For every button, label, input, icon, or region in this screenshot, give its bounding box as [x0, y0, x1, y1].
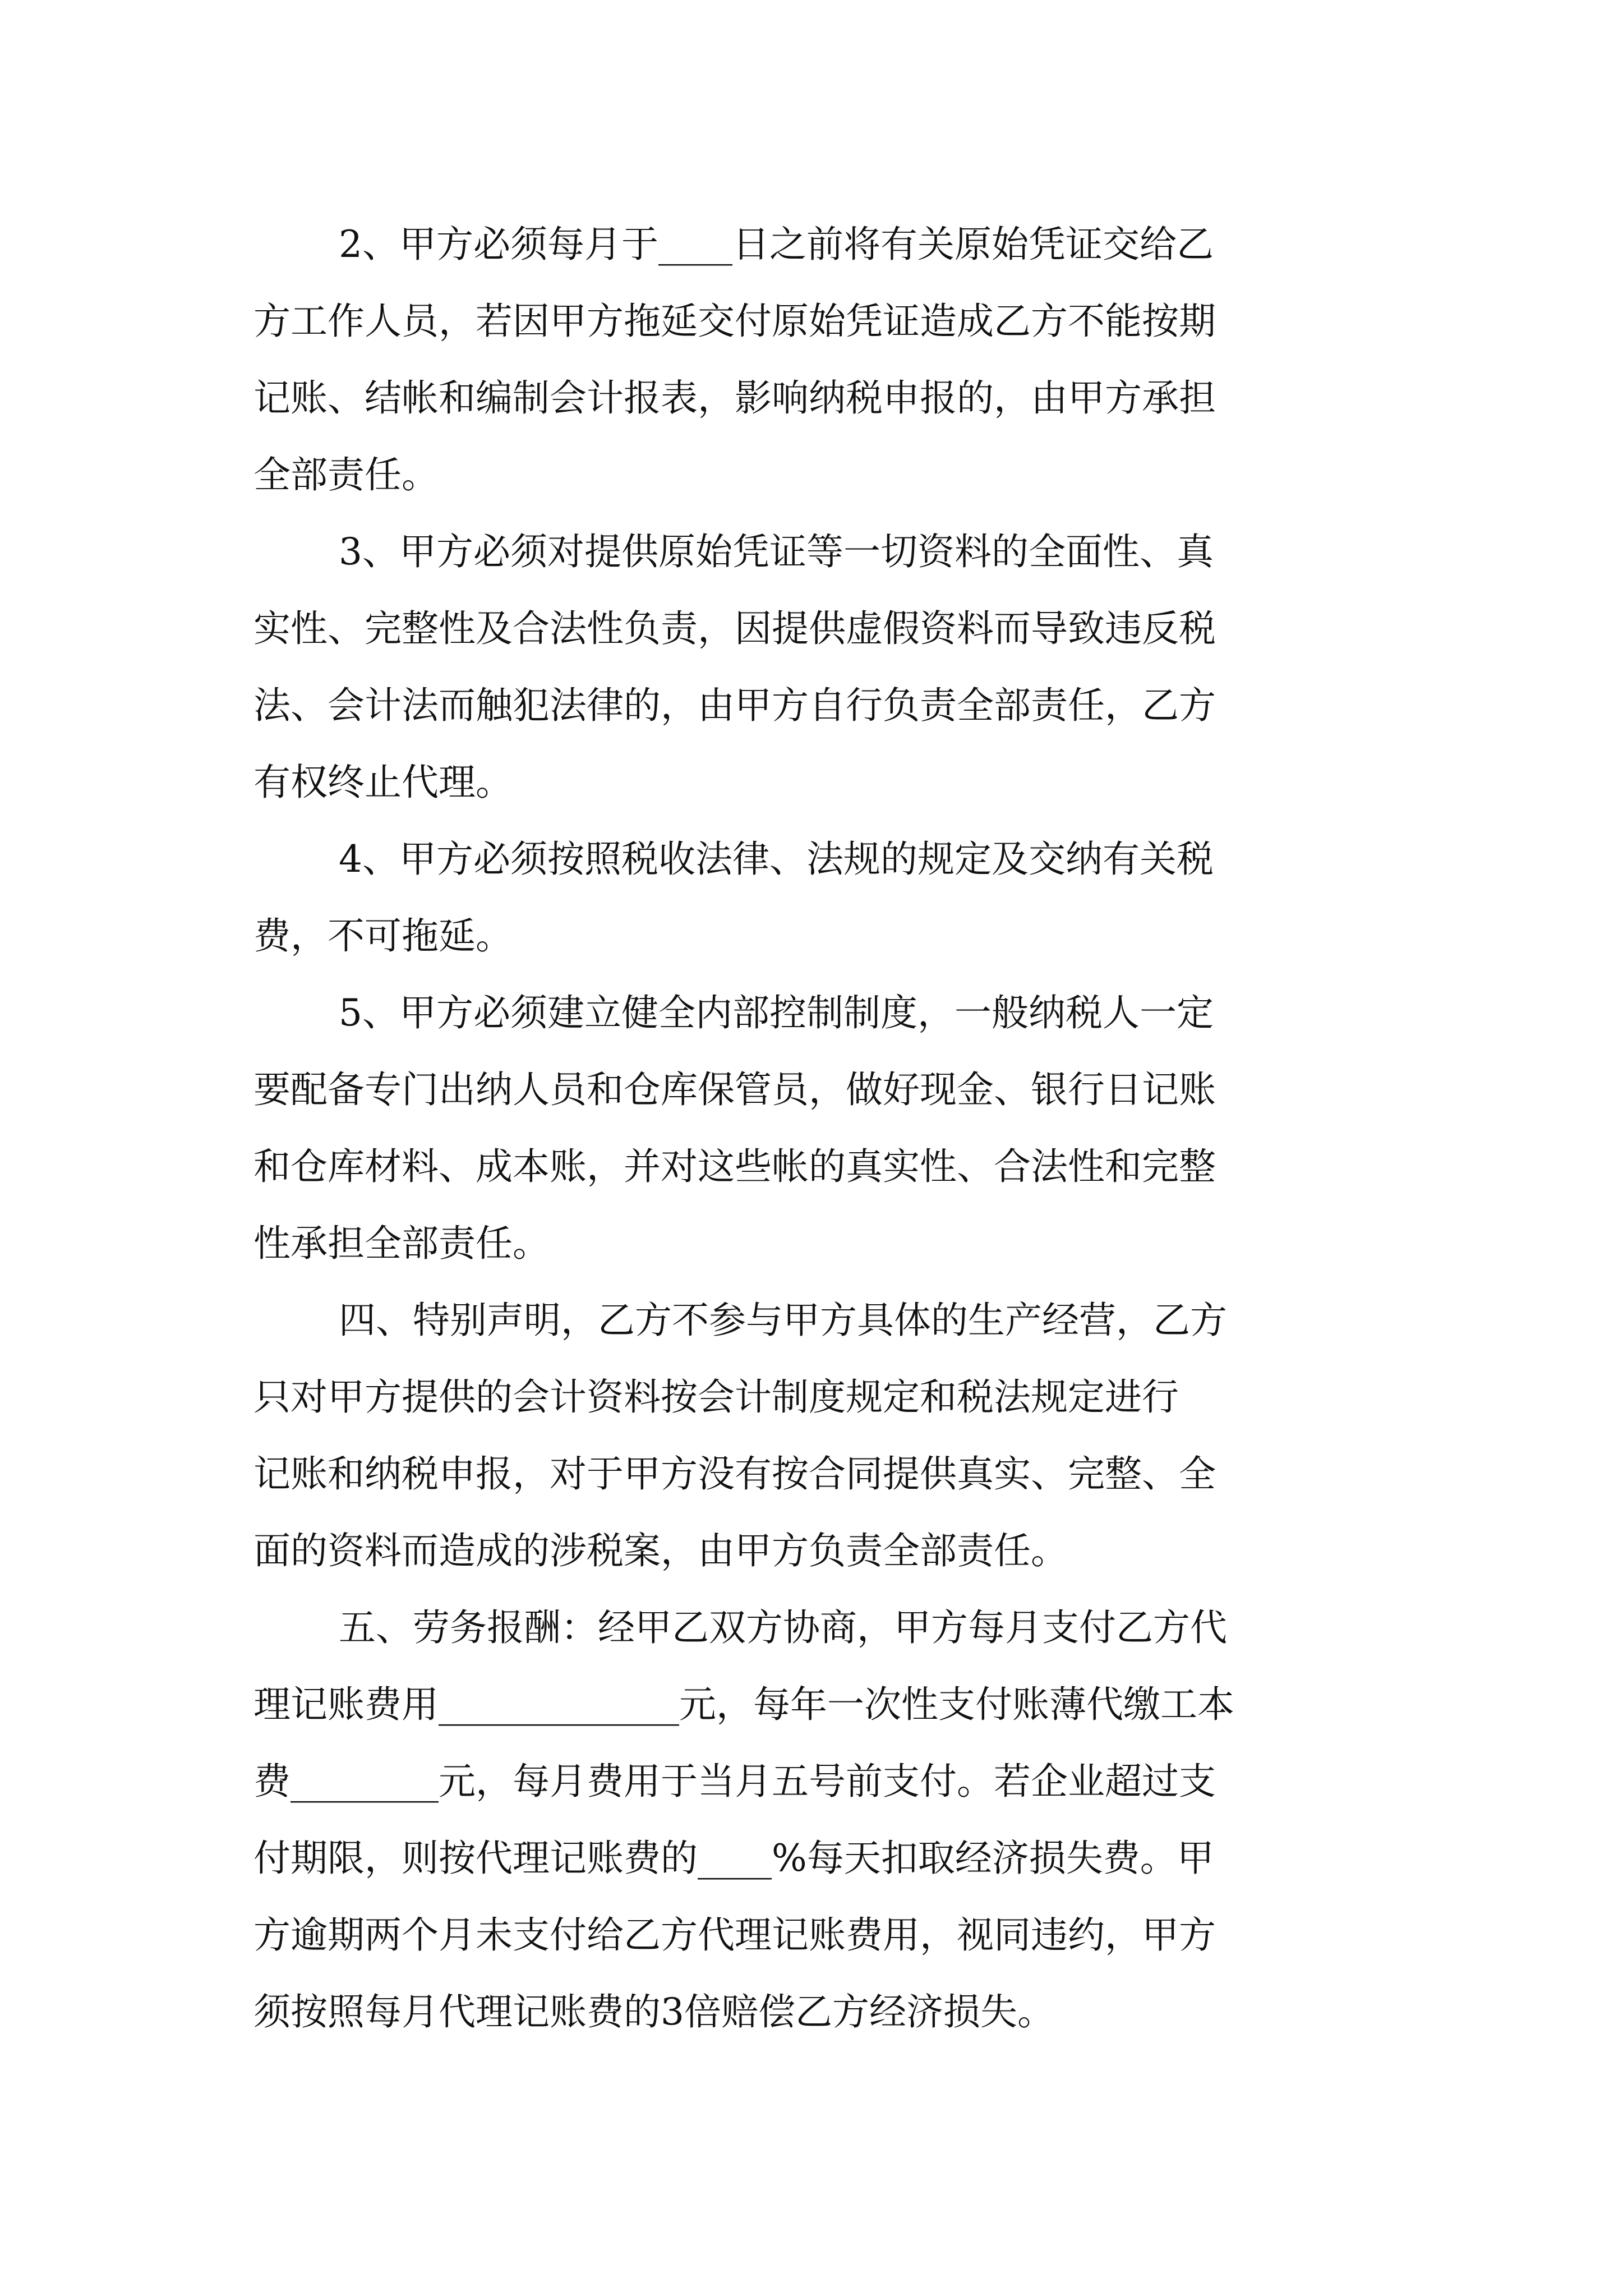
text-line: 全部责任。	[253, 453, 439, 496]
text-line: 要配备专门出纳人员和仓库保管员，做好现金、银行日记账	[253, 1068, 1216, 1111]
text-line: 付期限，则按代理记账费的____%每天扣取经济损失费。甲	[253, 1837, 1214, 1880]
text-line: 法、会计法而触犯法律的，由甲方自行负责全部责任，乙方	[253, 684, 1216, 727]
text-line: 4、甲方必须按照税收法律、法规的规定及交纳有关税	[339, 838, 1214, 881]
text-line: 理记账费用_____________元，每年一次性支付账薄代缴工本	[253, 1683, 1234, 1726]
text-line: 须按照每月代理记账费的3倍赔偿乙方经济损失。	[253, 1990, 1054, 2033]
text-line: 四、特别声明，乙方不参与甲方具体的生产经营，乙方	[339, 1299, 1227, 1342]
text-line: 和仓库材料、成本账，并对这些帐的真实性、合法性和完整	[253, 1145, 1216, 1188]
text-line: 记账、结帐和编制会计报表，影响纳税申报的，由甲方承担	[253, 376, 1216, 420]
text-line: 有权终止代理。	[253, 761, 513, 804]
text-line: 3、甲方必须对提供原始凭证等一切资料的全面性、真	[339, 530, 1214, 573]
text-line: 面的资料而造成的涉税案，由甲方负责全部责任。	[253, 1529, 1068, 1572]
text-line: 2、甲方必须每月于____日之前将有关原始凭证交给乙	[339, 223, 1214, 266]
text-line: 只对甲方提供的会计资料按会计制度规定和税法规定进行	[253, 1375, 1179, 1419]
text-line: 5、甲方必须建立健全内部控制制度，一般纳税人一定	[339, 991, 1214, 1034]
text-line: 方逾期两个月未支付给乙方代理记账费用，视同违约，甲方	[253, 1913, 1216, 1957]
text-line: 五、劳务报酬：经甲乙双方协商，甲方每月支付乙方代	[339, 1606, 1227, 1649]
text-line: 实性、完整性及合法性负责，因提供虚假资料而导致违反税	[253, 607, 1216, 650]
text-line: 费，不可拖延。	[253, 914, 513, 958]
text-line: 性承担全部责任。	[253, 1222, 550, 1265]
text-line: 记账和纳税申报，对于甲方没有按合同提供真实、完整、全	[253, 1452, 1216, 1496]
text-line: 方工作人员，若因甲方拖延交付原始凭证造成乙方不能按期	[253, 300, 1216, 343]
text-line: 费________元，每月费用于当月五号前支付。若企业超过支	[253, 1760, 1216, 1803]
